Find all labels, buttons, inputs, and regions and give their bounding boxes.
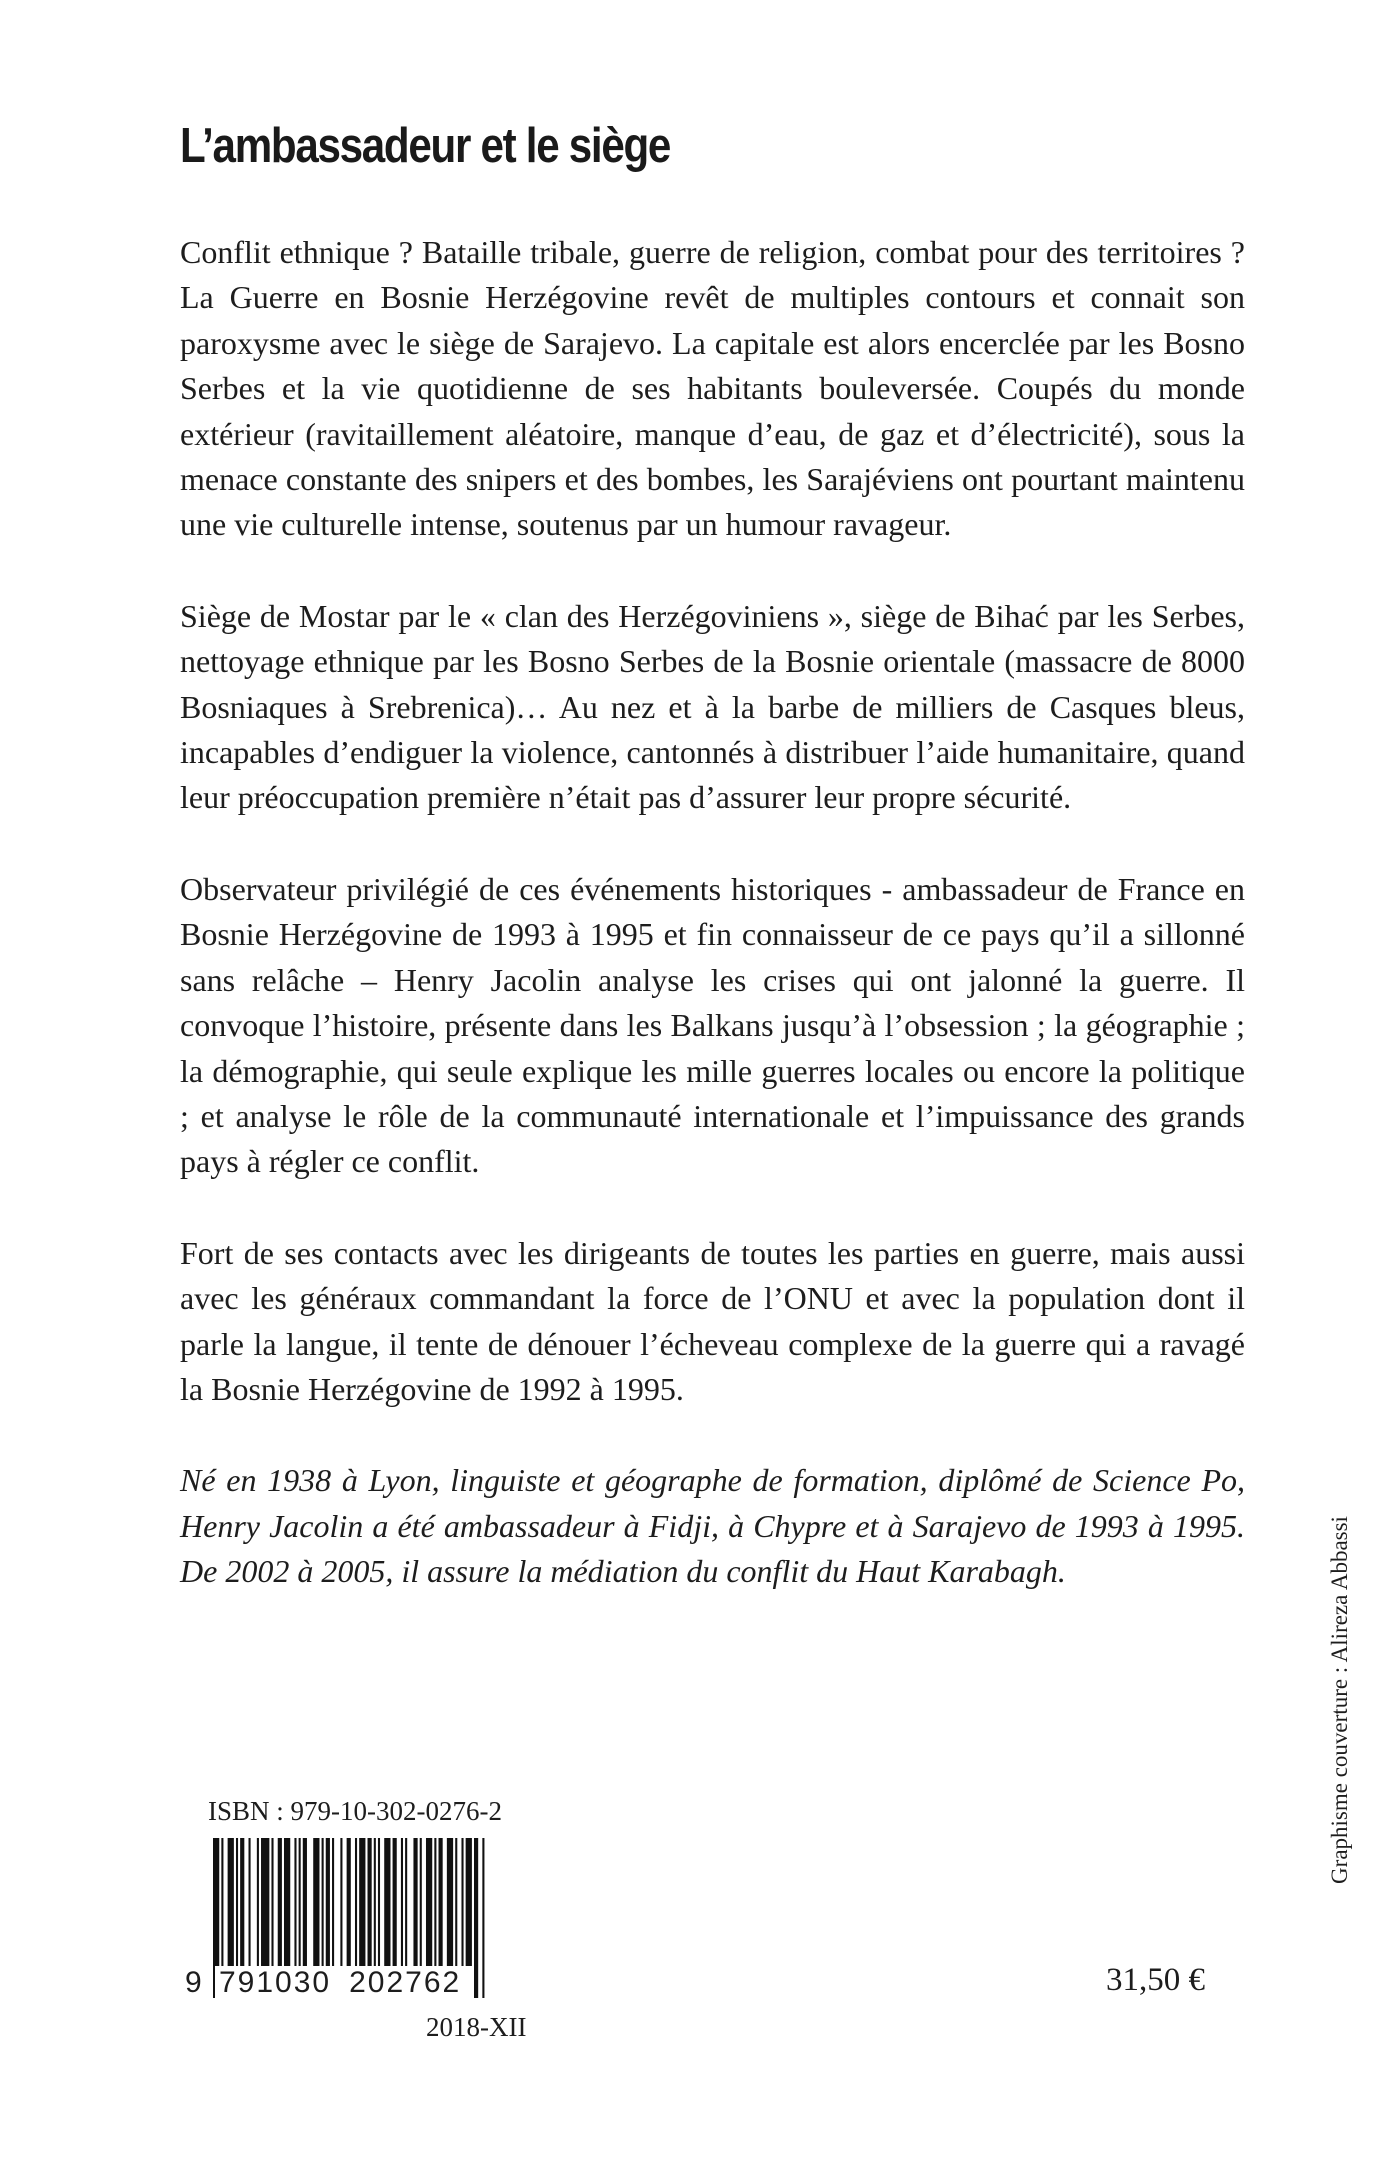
cover-design-credit-text: Graphisme couverture : Alireza Abbassi (1327, 1516, 1353, 1884)
book-title: L’ambassadeur et le siège (180, 119, 671, 173)
barcode-bar (455, 1838, 457, 1966)
barcode-bar (332, 1838, 334, 1966)
barcode-bar (340, 1838, 342, 1966)
blurb (180, 230, 1245, 1641)
barcode-bar (249, 1838, 251, 1966)
barcode-bar (447, 1838, 453, 1966)
barcode-bar (278, 1838, 282, 1966)
barcode-bar (413, 1838, 417, 1966)
barcode-bar (236, 1838, 238, 1966)
barcode-digit-group-1: 791030 (215, 1966, 335, 2000)
barcode-bar (355, 1838, 357, 1966)
barcode-bar (393, 1838, 397, 1966)
barcode-bar (240, 1838, 244, 1966)
blurb-paragraph-1: Conflit ethnique ? Bataille tribale, guerre de religion, combat pour des territoires ? La Guerre en Bosnie Herzégovine revêt de multiples contours et connait son paroxysme avec le siège de Sarajevo. La capitale est alors encerclée par les Bosno Serbes et la vie quotidienne de ses habitants bouleversée. Coupés du monde extérieur (ravitaillement aléatoire, manque d’eau, de gaz et d’électricité), sous la menace constante des snipers et des bombes, les Sarajéviens ont pourtant maintenu une vie culturelle intense, soutenus par un humour ravageur. (180, 234, 1245, 543)
barcode-bar (461, 1838, 463, 1966)
author-bio: Né en 1938 à Lyon, linguiste et géographe de formation, diplômé de Science Po, Henry Jacolin a été ambassadeur à Fidji, à Chypre et à Sarajevo de 1993 à 1995. De 2002 à 2005, il assure la médiation du conflit du Haut Karabagh. (180, 1462, 1245, 1590)
blurb-paragraph-2: Siège de Mostar par le « clan des Herzégoviniens », siège de Bihać par les Serbes, nettoyage ethnique par les Bosno Serbes de la Bosnie orientale (massacre de 8000 Bosniaques à Srebrenica)… Au nez et à la barbe de milliers de Casques bleus, incapables d’endiguer la violence, cantonnés à distribuer l’aide humanitaire, quand leur préoccupation première n’était pas d’assurer leur propre sécurité. (180, 597, 1245, 816)
barcode-bar (261, 1838, 269, 1966)
cover-design-credit (1322, 1480, 1358, 1920)
price: 31,50 € (1106, 1962, 1205, 1998)
barcode-bar (426, 1838, 432, 1966)
barcode-digit-group-2: 202762 (345, 1966, 465, 2000)
barcode-bar (439, 1838, 443, 1966)
barcode-bar (359, 1838, 365, 1966)
barcode-bar (420, 1838, 422, 1966)
blurb-paragraph-4: Fort de ses contacts avec les dirigeants de toutes les parties en guerre, mais aussi avec les généraux commandant la force de l’ONU et avec la population dont il parle la langue, il tente de dénouer l’écheveau complexe de la guerre qui a ravagé la Bosnie Herzégovine de 1992 à 1995. (180, 1234, 1245, 1407)
blurb-paragraph-3: Observateur privilégié de ces événements historiques - ambassadeur de France en Bosnie Herzégovine de 1993 à 1995 et fin connaisseur de ce pays qu’il a sillonné sans relâche – Henry Jacolin analyse les crises qui ont jalonné la guerre. Il convoque l’histoire, présente dans les Balkans jusqu’à l’obsession ; la géographie ; la démographie, qui seule explique les mille guerres locales ou encore la politique ; et analyse le rôle de la communauté internationale et l’impuissance des grands pays à régler ce conflit. (180, 870, 1245, 1180)
edition-code: 2018-XII (426, 2012, 527, 2042)
barcode-bar (466, 1838, 472, 1966)
barcode-bar (294, 1838, 296, 1966)
barcode-bar (322, 1838, 324, 1966)
barcode-bar (347, 1838, 351, 1966)
barcode-bar (378, 1838, 380, 1966)
barcode-bar (299, 1838, 301, 1966)
barcode-bar (384, 1838, 390, 1966)
barcode-bar (434, 1838, 436, 1966)
barcode-bar (257, 1838, 259, 1966)
barcode-bar (405, 1838, 407, 1966)
barcode-bar (284, 1838, 290, 1966)
barcode-lead-digit: 9 (185, 1966, 202, 1999)
barcode-bar (271, 1838, 273, 1966)
barcode-bar (303, 1838, 307, 1966)
barcode-digits (185, 1966, 545, 2000)
barcode-bar (326, 1838, 330, 1966)
isbn-label: ISBN : 979-10-302-0276-2 (208, 1796, 502, 1826)
barcode-bar (313, 1838, 319, 1966)
barcode-bar (401, 1838, 403, 1966)
barcode-bar (228, 1838, 234, 1966)
